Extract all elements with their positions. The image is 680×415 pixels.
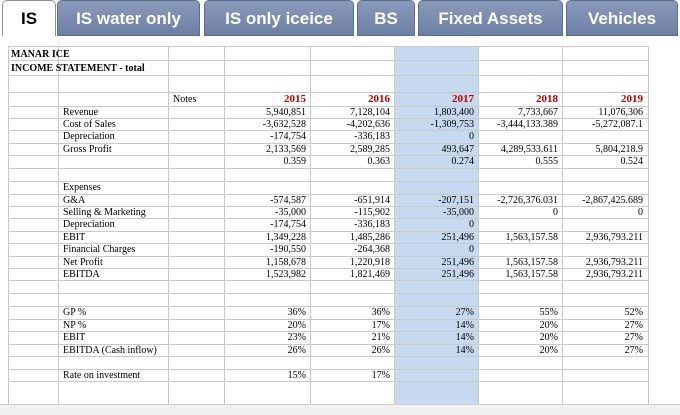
table-cell[interactable]: 2,936,793.211 bbox=[585, 269, 643, 280]
table-cell[interactable]: 0.274 bbox=[451, 156, 474, 167]
table-cell[interactable]: 0.363 bbox=[367, 156, 390, 167]
grid-hline bbox=[8, 46, 648, 47]
table-cell[interactable]: 1,523,982 bbox=[266, 269, 306, 280]
table-cell[interactable]: -4,202,636 bbox=[346, 119, 390, 130]
row-label: Cost of Sales bbox=[63, 119, 116, 130]
statement-title: INCOME STATEMENT - total bbox=[11, 63, 145, 74]
row-label: EBITDA (Cash inflow) bbox=[63, 345, 157, 356]
table-cell[interactable]: 0 bbox=[638, 207, 643, 218]
year-header-2018: 2018 bbox=[536, 93, 558, 105]
row-label: Financial Charges bbox=[63, 244, 136, 255]
tab-is[interactable]: IS bbox=[2, 0, 56, 36]
table-cell[interactable]: 2,936,793.211 bbox=[585, 257, 643, 268]
table-cell[interactable]: -264,368 bbox=[354, 244, 390, 255]
notes-header: Notes bbox=[173, 94, 197, 105]
table-cell[interactable]: -207,151 bbox=[438, 195, 474, 206]
tab-vehicles[interactable]: Vehicles bbox=[566, 0, 678, 36]
table-cell[interactable]: 52% bbox=[624, 307, 643, 318]
table-cell[interactable]: 36% bbox=[287, 307, 306, 318]
table-cell[interactable]: -336,183 bbox=[354, 131, 390, 142]
table-cell[interactable]: 26% bbox=[371, 345, 390, 356]
year-header-2019: 2019 bbox=[621, 93, 643, 105]
table-cell[interactable]: 0.524 bbox=[620, 156, 643, 167]
table-cell[interactable]: 251,496 bbox=[441, 232, 474, 243]
table-cell[interactable]: -35,000 bbox=[443, 207, 474, 218]
row-label: EBITDA bbox=[63, 269, 100, 280]
table-cell[interactable]: -574,587 bbox=[270, 195, 306, 206]
table-cell[interactable]: 55% bbox=[539, 307, 558, 318]
table-cell[interactable]: 5,804,218.9 bbox=[595, 144, 643, 155]
table-cell[interactable]: -3,632,528 bbox=[262, 119, 306, 130]
table-cell[interactable]: -336,183 bbox=[354, 219, 390, 230]
table-cell[interactable]: 27% bbox=[455, 307, 474, 318]
table-cell[interactable]: 0.555 bbox=[535, 156, 558, 167]
table-cell[interactable]: 21% bbox=[371, 332, 390, 343]
table-cell[interactable]: -2,726,376.031 bbox=[497, 195, 558, 206]
table-cell[interactable]: 0 bbox=[469, 244, 474, 255]
grid-hline bbox=[8, 75, 648, 76]
year-header-2017: 2017 bbox=[452, 93, 474, 105]
table-cell[interactable]: 0 bbox=[469, 131, 474, 142]
table-cell[interactable]: -174,754 bbox=[270, 219, 306, 230]
table-cell[interactable]: 7,128,104 bbox=[350, 107, 390, 118]
table-cell[interactable]: 14% bbox=[455, 320, 474, 331]
table-cell[interactable]: -174,754 bbox=[270, 131, 306, 142]
table-cell[interactable]: 20% bbox=[539, 332, 558, 343]
table-cell[interactable]: 7,733,667 bbox=[518, 107, 558, 118]
table-cell[interactable]: -5,272,087.1 bbox=[592, 119, 643, 130]
table-cell[interactable]: 17% bbox=[371, 320, 390, 331]
table-cell[interactable]: 20% bbox=[539, 320, 558, 331]
table-cell[interactable]: 1,349,228 bbox=[266, 232, 306, 243]
table-cell[interactable]: -1,309,753 bbox=[430, 119, 474, 130]
table-cell[interactable]: 26% bbox=[287, 345, 306, 356]
table-cell[interactable]: 5,940,851 bbox=[266, 107, 306, 118]
grid-hline bbox=[8, 293, 648, 294]
grid-hline bbox=[8, 60, 648, 61]
row-label: Depreciation bbox=[63, 131, 115, 142]
table-cell[interactable]: 20% bbox=[539, 345, 558, 356]
table-cell[interactable]: 1,563,157.58 bbox=[505, 269, 558, 280]
row-label: Rate on investment bbox=[63, 370, 141, 381]
table-cell[interactable]: 251,496 bbox=[441, 269, 474, 280]
row-label: NP % bbox=[63, 320, 87, 331]
table-cell[interactable]: -3,444,133.389 bbox=[497, 119, 558, 130]
table-cell[interactable]: 14% bbox=[455, 345, 474, 356]
table-cell[interactable]: 15% bbox=[287, 370, 306, 381]
table-cell[interactable]: 23% bbox=[287, 332, 306, 343]
table-cell[interactable]: 1,220,918 bbox=[350, 257, 390, 268]
grid-vline bbox=[58, 46, 59, 404]
year-header-2016: 2016 bbox=[368, 93, 390, 105]
row-label: Depreciation bbox=[63, 219, 115, 230]
company-name: MANAR ICE bbox=[11, 49, 70, 60]
row-label: Revenue bbox=[63, 107, 98, 118]
table-cell[interactable]: 1,821,469 bbox=[350, 269, 390, 280]
table-cell[interactable]: -115,902 bbox=[354, 207, 390, 218]
table-cell[interactable]: 27% bbox=[624, 345, 643, 356]
grid-hline bbox=[8, 168, 648, 169]
row-label: EBIT bbox=[63, 232, 86, 243]
table-cell[interactable]: 1,485,286 bbox=[350, 232, 390, 243]
table-cell[interactable]: 2,589,285 bbox=[350, 144, 390, 155]
table-cell[interactable]: 1,563,157.58 bbox=[505, 232, 558, 243]
table-cell[interactable]: 1,158,678 bbox=[266, 257, 306, 268]
table-cell[interactable]: 0.359 bbox=[283, 156, 306, 167]
table-cell[interactable]: 2,936,793.211 bbox=[585, 232, 643, 243]
grid-vline bbox=[648, 46, 649, 404]
table-cell[interactable]: 2,133,569 bbox=[266, 144, 306, 155]
row-label: Gross Profit bbox=[63, 144, 112, 155]
table-cell[interactable]: -190,550 bbox=[270, 244, 306, 255]
table-cell[interactable]: 14% bbox=[455, 332, 474, 343]
table-cell[interactable]: 1,803,400 bbox=[434, 107, 474, 118]
table-cell[interactable]: 0 bbox=[469, 219, 474, 230]
table-cell[interactable]: 17% bbox=[371, 370, 390, 381]
table-cell[interactable]: 1,563,157.58 bbox=[505, 257, 558, 268]
row-label: Net Profit bbox=[63, 257, 103, 268]
row-label: Expenses bbox=[63, 182, 101, 193]
tab-bs[interactable]: BS bbox=[357, 0, 415, 36]
year-header-2015: 2015 bbox=[284, 93, 306, 105]
row-label: GP % bbox=[63, 307, 87, 318]
table-cell[interactable]: 27% bbox=[624, 332, 643, 343]
row-label: EBIT bbox=[63, 332, 86, 343]
table-cell[interactable]: -2,867,425.689 bbox=[582, 195, 643, 206]
table-cell[interactable]: -35,000 bbox=[275, 207, 306, 218]
table-cell[interactable]: 11,076,306 bbox=[598, 107, 643, 118]
table-cell[interactable]: 4,289,533.611 bbox=[500, 144, 558, 155]
horizontal-scrollbar[interactable] bbox=[0, 404, 680, 415]
table-cell[interactable]: 493,647 bbox=[441, 144, 474, 155]
table-cell[interactable]: 0 bbox=[553, 207, 558, 218]
table-cell[interactable]: 251,496 bbox=[441, 257, 474, 268]
sheet-tab-bar bbox=[0, 0, 680, 38]
grid-vline bbox=[168, 46, 169, 404]
tab-fixed-assets[interactable]: Fixed Assets bbox=[418, 0, 563, 36]
tab-is-only-iceice[interactable]: IS only iceice bbox=[204, 0, 354, 36]
table-cell[interactable]: -651,914 bbox=[354, 195, 390, 206]
table-cell[interactable]: 20% bbox=[287, 320, 306, 331]
table-cell[interactable]: 36% bbox=[371, 307, 390, 318]
row-label: Selling & Marketing bbox=[63, 207, 146, 218]
grid-hline bbox=[8, 181, 648, 182]
row-label: G&A bbox=[63, 195, 86, 206]
tab-is-water-only[interactable]: IS water only bbox=[57, 0, 200, 36]
grid-vline bbox=[8, 46, 9, 404]
table-cell[interactable]: 27% bbox=[624, 320, 643, 331]
